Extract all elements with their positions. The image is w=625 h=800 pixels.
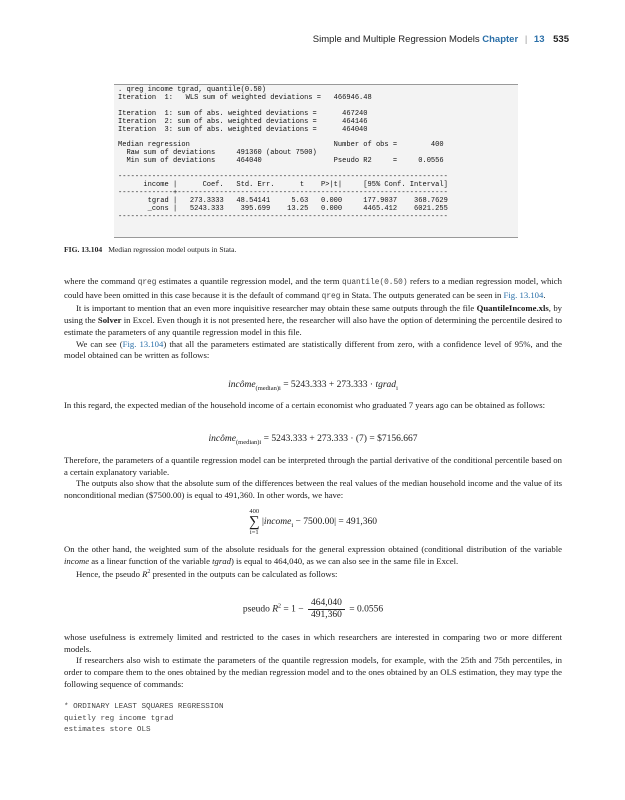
p2-text-c: in Excel. Even though it is not presented here, the researcher will also have the option of determining the percentile desired to estimate the parameters of any quantile regression model in this file. [64, 315, 562, 337]
eq4-lhs: pseudo [242, 604, 273, 615]
body-text-block-3 [64, 455, 562, 502]
equation-median-model [64, 380, 562, 392]
p2-text-a: It is important to mention that an even more inquisitive researcher may obtain these same outputs through the file [76, 303, 477, 314]
header-title: Simple and Multiple Regression Models [312, 34, 480, 45]
stata-output-line: Min sum of deviations 464040 Pseudo R2 = 0.0556 [118, 157, 444, 166]
summation-symbol [249, 508, 260, 536]
paragraph-8 [64, 567, 562, 581]
eq4-fraction [308, 598, 345, 621]
eq4-result: = 0.0556 [346, 604, 384, 615]
p1-text-e: . [543, 289, 546, 300]
p1-text-a: where the command [64, 276, 138, 286]
header-separator: | [524, 34, 528, 45]
paragraph-10: If researchers also wish to estimate the parameters of the quantile regression models, for example, with the 25th and 75th percentiles, in order to compare them to the ones obtained by the median regression model and to the ones obtained by an OLS estimation, they may type the following sequence of commands: [64, 655, 562, 689]
p7-text-a: On the other hand, the weighted sum of the absolute residuals for the general expression obtained (conditional distribution of the variable [64, 544, 562, 554]
stata-output-line: _cons | 5243.333 395.699 13.25 0.000 4465.412 6021.255 [118, 204, 448, 213]
p3-text-a: We can see ( [76, 338, 123, 349]
stata-output-figure [114, 84, 518, 238]
stata-output-line: income | Coef. Std. Err. t P>|t| [95% Conf. Interval] [118, 180, 448, 189]
body-text-block-5 [64, 632, 562, 691]
eq4-superscript: 2 [278, 603, 282, 610]
stata-output-line: ------------------------------------------------------------------------------ [118, 172, 448, 181]
stata-output-line: Raw sum of deviations 491360 (about 7500) [118, 149, 317, 158]
eq4-denominator: 491,360 [310, 610, 342, 620]
code-line: estimates store OLS [64, 726, 151, 735]
eq4-equals-one-minus: = 1 − [281, 604, 306, 615]
p3-text-b: ) that all the parameters estimated are statistically different from zero, with a confidence level of 95%, and the model obtained can be written as follows: [64, 338, 562, 361]
paragraph-1 [64, 276, 562, 303]
stata-output-line: Iteration 3: sum of abs. weighted deviations = 464040 [118, 125, 368, 134]
header-chapter-label: Chapter [482, 34, 519, 45]
stata-output-line: ------------------------------------------------------------------------------ [118, 212, 448, 221]
eq3-abs-open: | [262, 517, 264, 528]
body-text-block-4 [64, 544, 562, 581]
code-line: quietly reg income tgrad [64, 714, 174, 723]
eq1-variable: tgrad [375, 380, 397, 390]
equation-expected-median [64, 434, 562, 446]
eq4-numerator: 464,040 [308, 598, 345, 610]
stata-output-text [114, 85, 518, 223]
stata-output-line: Median regression Number of obs = 400 [118, 141, 444, 150]
paragraph-5: Therefore, the parameters of a quantile regression model can be interpreted through the partial derivative of the conditional percentile based on a certain explanatory variable. [64, 455, 562, 477]
p7-var-income: income [64, 555, 90, 566]
p2-text-b: , by using the [64, 303, 563, 326]
eq1-variable-subscript: i [396, 384, 398, 392]
code-line: * ORDINARY LEAST SQUARES REGRESSION [64, 703, 224, 711]
sigma-glyph: ∑ [248, 514, 260, 530]
stata-output-line: -------------+---------------------------------------------------------------- [118, 188, 448, 197]
paragraph-3 [64, 339, 562, 362]
figure-caption [64, 245, 236, 254]
p1-command-qreg-2: qreg [321, 292, 341, 301]
p8-r-symbol: R [142, 569, 148, 580]
p1-command-quantile: quantile(0.50) [342, 279, 408, 287]
eq3-variable-subscript: i [291, 522, 294, 530]
caption-text: Median regression model outputs in Stata. [108, 245, 237, 254]
p7-var-tgrad: tgrad [212, 555, 231, 566]
caption-label: FIG. 13.104 [64, 245, 103, 254]
running-header [313, 34, 569, 45]
body-text-block-1 [64, 276, 562, 362]
sum-lower-limit: i=1 [249, 529, 259, 536]
eq4-r-symbol: R [272, 604, 279, 615]
paragraph-2 [64, 303, 562, 338]
stata-output-line: Iteration 1: sum of abs. weighted deviations = 467240 [118, 109, 368, 118]
eq1-subscript: (median)i [255, 384, 281, 392]
stata-output-line: . qreg income tgrad, quantile(0.50) [118, 86, 267, 94]
paragraph-9: whose usefulness is extremely limited and restricted to the cases in which researchers are interested in comparing two or more different models. [64, 632, 562, 654]
p1-text-c: refers to a median regression model, which could have been omitted in this case because it is the default of command [64, 276, 563, 300]
paragraph-7 [64, 544, 562, 567]
stata-output-line: Iteration 1: WLS sum of weighted deviations = 466946.48 [118, 93, 372, 102]
code-listing [64, 702, 224, 737]
body-text-block-2 [64, 400, 562, 412]
figure-link-2[interactable]: Fig. 13.104 [122, 338, 164, 349]
eq2-subscript: (median)i [235, 438, 262, 446]
p2-solver: Solver [97, 315, 122, 326]
paragraph-4: In this regard, the expected median of the household income of a certain economist who graduated 7 years ago can be obtained as follows: [64, 400, 546, 410]
eq1-lhs: incôme [228, 380, 256, 390]
eq3-rhs: − 7500.00| = 491,360 [293, 517, 378, 528]
p1-text-d: in Stata. The outputs generated can be seen in [340, 289, 504, 300]
p8-superscript: 2 [147, 569, 151, 576]
equation-pseudo-r2 [64, 598, 562, 621]
p7-text-c: ) is equal to 464,040, as we can also see in the same file in Excel. [230, 555, 459, 566]
p2-filename: QuantileIncome.xls [476, 303, 549, 314]
paragraph-6: The outputs also show that the absolute sum of the differences between the real values of the median household income and the value of its nonconditional median ($7500.00) is equal to 491,360. In other words, we have: [64, 478, 562, 501]
equation-abs-sum [64, 508, 562, 536]
figure-link-1[interactable]: Fig. 13.104 [503, 289, 544, 300]
eq2-lhs: incôme [208, 434, 236, 444]
p1-text-b: estimates a quantile regression model, and the term [156, 276, 343, 286]
p7-text-b: as a linear function of the variable [89, 555, 213, 566]
stata-output-line: tgrad | 273.3333 48.54141 5.63 0.000 177.9037 368.7629 [118, 196, 448, 205]
eq3-variable: income [263, 517, 292, 528]
p8-text-b: presented in the outputs can be calculated as follows: [150, 569, 338, 580]
stata-output-line: Iteration 2: sum of abs. weighted deviations = 464146 [118, 117, 368, 126]
header-chapter-number: 13 [533, 34, 545, 45]
p1-command-qreg: qreg [137, 279, 157, 287]
eq2-rhs: = 5243.333 + 273.333 · (7) = $7156.667 [261, 434, 418, 444]
eq1-rhs: = 5243.333 + 273.333 · [280, 380, 376, 390]
page-number: 535 [553, 34, 569, 45]
p8-text-a: Hence, the pseudo [76, 569, 143, 580]
sum-upper-limit: 400 [249, 508, 260, 515]
